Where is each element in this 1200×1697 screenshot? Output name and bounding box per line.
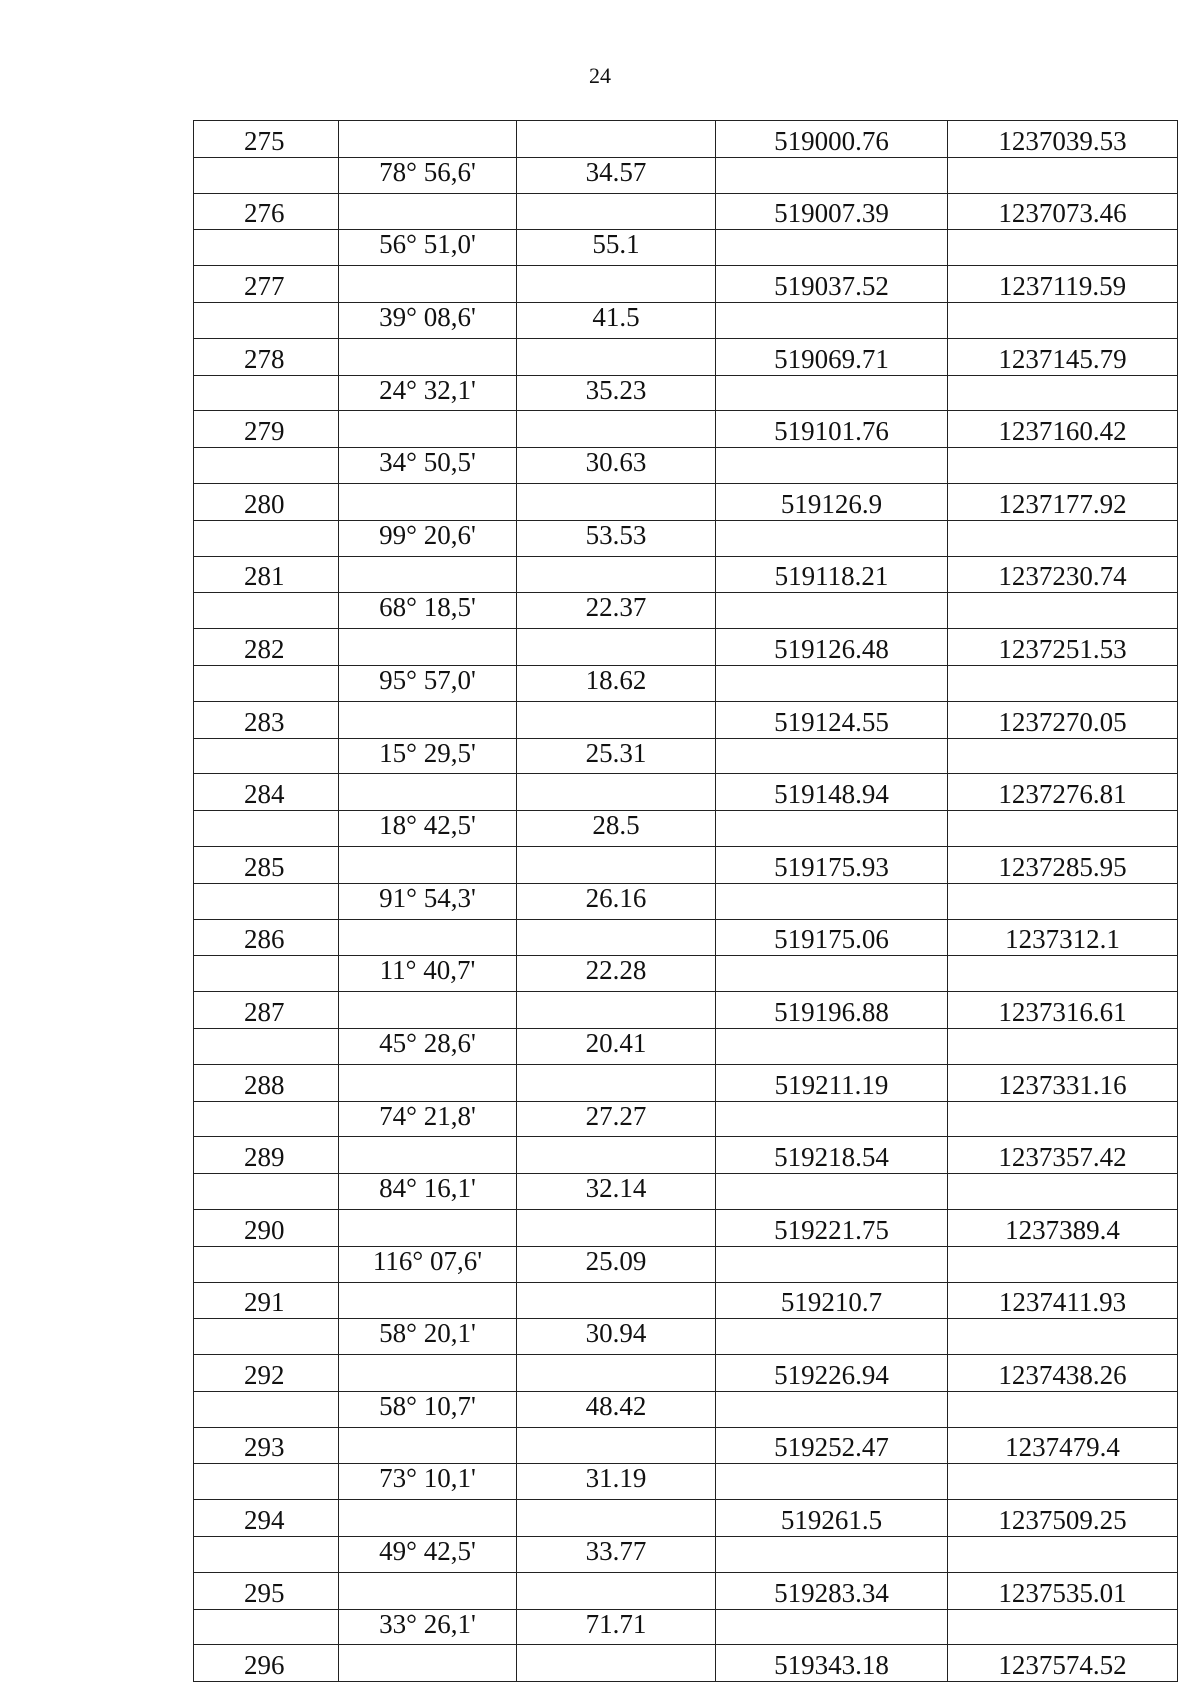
y-coordinate-cell [948,956,1178,992]
point-number-cell: 282 [194,629,339,666]
point-number-cell [194,1537,339,1573]
x-coordinate-cell: 519101.76 [716,411,948,448]
point-number-cell: 288 [194,1064,339,1101]
y-coordinate-cell: 1237251.53 [948,629,1178,666]
segment-row [194,1391,1178,1427]
point-row [194,338,1178,375]
point-number-cell: 293 [194,1427,339,1464]
point-row [194,1645,1178,1682]
x-coordinate-cell [716,1391,948,1427]
direction-angle-cell: 95° 57,0' [339,665,517,701]
distance-cell: 30.94 [517,1319,716,1355]
y-coordinate-cell [948,883,1178,919]
x-coordinate-cell [716,811,948,847]
y-coordinate-cell [948,520,1178,556]
point-number-cell [194,738,339,774]
point-number-cell [194,157,339,193]
segment-row [194,883,1178,919]
point-number-cell: 281 [194,556,339,593]
distance-cell: 32.14 [517,1174,716,1210]
point-row [194,992,1178,1029]
direction-angle-cell: 18° 42,5' [339,811,517,847]
point-number-cell: 294 [194,1500,339,1537]
direction-angle-cell [339,266,517,303]
direction-angle-cell [339,629,517,666]
page-number: 24 [589,63,611,88]
point-row [194,1282,1178,1319]
distance-cell [517,411,716,448]
point-number-cell [194,1464,339,1500]
point-number-cell: 286 [194,919,339,956]
segment-row [194,1174,1178,1210]
point-number-cell [194,1028,339,1064]
y-coordinate-cell: 1237479.4 [948,1427,1178,1464]
direction-angle-cell [339,1427,517,1464]
x-coordinate-cell [716,738,948,774]
segment-row [194,157,1178,193]
direction-angle-cell [339,1500,517,1537]
x-coordinate-cell [716,1101,948,1137]
point-row [194,1572,1178,1609]
y-coordinate-cell: 1237285.95 [948,846,1178,883]
y-coordinate-cell: 1237230.74 [948,556,1178,593]
segment-row [194,1246,1178,1282]
y-coordinate-cell: 1237389.4 [948,1209,1178,1246]
point-number-cell: 290 [194,1209,339,1246]
distance-cell: 25.09 [517,1246,716,1282]
distance-cell: 34.57 [517,157,716,193]
distance-cell [517,846,716,883]
point-number-cell: 279 [194,411,339,448]
direction-angle-cell: 24° 32,1' [339,375,517,411]
direction-angle-cell [339,1209,517,1246]
point-number-cell: 277 [194,266,339,303]
point-number-cell: 280 [194,483,339,520]
point-number-cell [194,230,339,266]
point-row [194,919,1178,956]
distance-cell: 53.53 [517,520,716,556]
y-coordinate-cell: 1237316.61 [948,992,1178,1029]
distance-cell: 20.41 [517,1028,716,1064]
distance-cell [517,1355,716,1392]
distance-cell: 71.71 [517,1609,716,1645]
direction-angle-cell [339,919,517,956]
x-coordinate-cell [716,448,948,484]
x-coordinate-cell: 519037.52 [716,266,948,303]
direction-angle-cell: 45° 28,6' [339,1028,517,1064]
y-coordinate-cell [948,1537,1178,1573]
point-row [194,629,1178,666]
direction-angle-cell [339,992,517,1029]
direction-angle-cell [339,338,517,375]
x-coordinate-cell: 519175.93 [716,846,948,883]
y-coordinate-cell [948,157,1178,193]
distance-cell: 48.42 [517,1391,716,1427]
point-number-cell [194,811,339,847]
y-coordinate-cell [948,1246,1178,1282]
x-coordinate-cell: 519148.94 [716,774,948,811]
y-coordinate-cell [948,1391,1178,1427]
direction-angle-cell [339,1645,517,1682]
point-row [194,483,1178,520]
y-coordinate-cell [948,738,1178,774]
direction-angle-cell [339,483,517,520]
segment-row [194,665,1178,701]
distance-cell [517,919,716,956]
point-row [194,1355,1178,1392]
y-coordinate-cell: 1237160.42 [948,411,1178,448]
segment-row [194,448,1178,484]
distance-cell [517,556,716,593]
point-number-cell [194,375,339,411]
point-number-cell: 291 [194,1282,339,1319]
distance-cell [517,992,716,1029]
point-row [194,266,1178,303]
y-coordinate-cell: 1237438.26 [948,1355,1178,1392]
x-coordinate-cell [716,1609,948,1645]
direction-angle-cell: 74° 21,8' [339,1101,517,1137]
y-coordinate-cell: 1237276.81 [948,774,1178,811]
distance-cell [517,121,716,158]
direction-angle-cell: 73° 10,1' [339,1464,517,1500]
direction-angle-cell: 78° 56,6' [339,157,517,193]
y-coordinate-cell: 1237312.1 [948,919,1178,956]
distance-cell [517,629,716,666]
point-number-cell: 292 [194,1355,339,1392]
segment-row [194,520,1178,556]
point-number-cell [194,1391,339,1427]
distance-cell: 25.31 [517,738,716,774]
x-coordinate-cell: 519069.71 [716,338,948,375]
point-number-cell [194,883,339,919]
distance-cell [517,1064,716,1101]
distance-cell [517,1209,716,1246]
direction-angle-cell [339,1572,517,1609]
x-coordinate-cell: 519196.88 [716,992,948,1029]
point-row [194,121,1178,158]
distance-cell: 30.63 [517,448,716,484]
direction-angle-cell [339,1064,517,1101]
direction-angle-cell: 49° 42,5' [339,1537,517,1573]
point-number-cell: 283 [194,701,339,738]
direction-angle-cell: 33° 26,1' [339,1609,517,1645]
y-coordinate-cell [948,593,1178,629]
direction-angle-cell: 58° 10,7' [339,1391,517,1427]
segment-row [194,956,1178,992]
distance-cell: 22.28 [517,956,716,992]
direction-angle-cell: 15° 29,5' [339,738,517,774]
direction-angle-cell [339,556,517,593]
y-coordinate-cell [948,302,1178,338]
y-coordinate-cell [948,1609,1178,1645]
point-number-cell: 285 [194,846,339,883]
distance-cell [517,266,716,303]
direction-angle-cell [339,121,517,158]
x-coordinate-cell: 519210.7 [716,1282,948,1319]
point-number-cell [194,665,339,701]
x-coordinate-cell [716,1028,948,1064]
direction-angle-cell [339,1355,517,1392]
distance-cell: 28.5 [517,811,716,847]
segment-row [194,811,1178,847]
x-coordinate-cell [716,593,948,629]
point-row [194,1500,1178,1537]
point-number-cell: 287 [194,992,339,1029]
distance-cell [517,1282,716,1319]
y-coordinate-cell [948,448,1178,484]
x-coordinate-cell: 519000.76 [716,121,948,158]
distance-cell: 33.77 [517,1537,716,1573]
coordinates-table-body [194,121,1178,1682]
y-coordinate-cell [948,375,1178,411]
x-coordinate-cell [716,302,948,338]
x-coordinate-cell [716,883,948,919]
direction-angle-cell: 116° 07,6' [339,1246,517,1282]
y-coordinate-cell: 1237574.52 [948,1645,1178,1682]
x-coordinate-cell: 519261.5 [716,1500,948,1537]
point-number-cell: 295 [194,1572,339,1609]
x-coordinate-cell: 519211.19 [716,1064,948,1101]
point-number-cell [194,1101,339,1137]
x-coordinate-cell [716,1174,948,1210]
point-row [194,193,1178,230]
x-coordinate-cell: 519283.34 [716,1572,948,1609]
y-coordinate-cell [948,1174,1178,1210]
distance-cell [517,483,716,520]
point-row [194,1427,1178,1464]
segment-row [194,230,1178,266]
distance-cell [517,338,716,375]
distance-cell: 27.27 [517,1101,716,1137]
x-coordinate-cell [716,956,948,992]
y-coordinate-cell: 1237270.05 [948,701,1178,738]
point-number-cell [194,520,339,556]
x-coordinate-cell: 519226.94 [716,1355,948,1392]
y-coordinate-cell [948,230,1178,266]
point-row [194,1137,1178,1174]
point-number-cell [194,1174,339,1210]
point-number-cell [194,593,339,629]
y-coordinate-cell: 1237331.16 [948,1064,1178,1101]
y-coordinate-cell [948,1464,1178,1500]
coordinates-table [193,120,1178,1682]
point-number-cell: 276 [194,193,339,230]
distance-cell [517,1572,716,1609]
direction-angle-cell: 56° 51,0' [339,230,517,266]
x-coordinate-cell [716,157,948,193]
distance-cell: 31.19 [517,1464,716,1500]
direction-angle-cell: 91° 54,3' [339,883,517,919]
point-number-cell: 296 [194,1645,339,1682]
y-coordinate-cell: 1237357.42 [948,1137,1178,1174]
distance-cell: 18.62 [517,665,716,701]
distance-cell [517,1500,716,1537]
x-coordinate-cell: 519252.47 [716,1427,948,1464]
direction-angle-cell: 34° 50,5' [339,448,517,484]
x-coordinate-cell: 519343.18 [716,1645,948,1682]
direction-angle-cell [339,701,517,738]
direction-angle-cell [339,846,517,883]
distance-cell [517,1645,716,1682]
segment-row [194,1609,1178,1645]
point-row [194,701,1178,738]
point-number-cell [194,302,339,338]
x-coordinate-cell [716,1319,948,1355]
x-coordinate-cell [716,1537,948,1573]
point-row [194,1209,1178,1246]
direction-angle-cell: 68° 18,5' [339,593,517,629]
x-coordinate-cell: 519218.54 [716,1137,948,1174]
x-coordinate-cell: 519221.75 [716,1209,948,1246]
direction-angle-cell: 84° 16,1' [339,1174,517,1210]
distance-cell [517,193,716,230]
y-coordinate-cell: 1237119.59 [948,266,1178,303]
y-coordinate-cell: 1237509.25 [948,1500,1178,1537]
segment-row [194,1537,1178,1573]
distance-cell: 22.37 [517,593,716,629]
direction-angle-cell [339,411,517,448]
point-number-cell: 289 [194,1137,339,1174]
x-coordinate-cell [716,520,948,556]
y-coordinate-cell: 1237411.93 [948,1282,1178,1319]
point-row [194,774,1178,811]
distance-cell [517,1427,716,1464]
y-coordinate-cell [948,1319,1178,1355]
segment-row [194,738,1178,774]
distance-cell: 41.5 [517,302,716,338]
direction-angle-cell: 99° 20,6' [339,520,517,556]
direction-angle-cell: 39° 08,6' [339,302,517,338]
x-coordinate-cell: 519126.9 [716,483,948,520]
direction-angle-cell [339,774,517,811]
y-coordinate-cell: 1237177.92 [948,483,1178,520]
x-coordinate-cell: 519007.39 [716,193,948,230]
x-coordinate-cell [716,1246,948,1282]
segment-row [194,375,1178,411]
point-number-cell: 278 [194,338,339,375]
distance-cell: 55.1 [517,230,716,266]
point-row [194,1064,1178,1101]
segment-row [194,1028,1178,1064]
point-number-cell [194,448,339,484]
point-number-cell [194,956,339,992]
y-coordinate-cell [948,1028,1178,1064]
x-coordinate-cell: 519175.06 [716,919,948,956]
y-coordinate-cell [948,665,1178,701]
y-coordinate-cell: 1237039.53 [948,121,1178,158]
x-coordinate-cell: 519126.48 [716,629,948,666]
x-coordinate-cell [716,665,948,701]
point-number-cell [194,1319,339,1355]
direction-angle-cell [339,1137,517,1174]
distance-cell: 35.23 [517,375,716,411]
segment-row [194,1101,1178,1137]
x-coordinate-cell [716,230,948,266]
distance-cell: 26.16 [517,883,716,919]
point-row [194,556,1178,593]
x-coordinate-cell: 519118.21 [716,556,948,593]
direction-angle-cell: 58° 20,1' [339,1319,517,1355]
x-coordinate-cell [716,1464,948,1500]
point-number-cell [194,1609,339,1645]
y-coordinate-cell [948,1101,1178,1137]
direction-angle-cell [339,193,517,230]
y-coordinate-cell: 1237145.79 [948,338,1178,375]
direction-angle-cell: 11° 40,7' [339,956,517,992]
x-coordinate-cell: 519124.55 [716,701,948,738]
y-coordinate-cell [948,811,1178,847]
segment-row [194,1464,1178,1500]
distance-cell [517,774,716,811]
direction-angle-cell [339,1282,517,1319]
point-row [194,846,1178,883]
point-row [194,411,1178,448]
distance-cell [517,701,716,738]
segment-row [194,1319,1178,1355]
distance-cell [517,1137,716,1174]
y-coordinate-cell: 1237535.01 [948,1572,1178,1609]
point-number-cell [194,1246,339,1282]
y-coordinate-cell: 1237073.46 [948,193,1178,230]
segment-row [194,593,1178,629]
x-coordinate-cell [716,375,948,411]
segment-row [194,302,1178,338]
point-number-cell: 275 [194,121,339,158]
point-number-cell: 284 [194,774,339,811]
